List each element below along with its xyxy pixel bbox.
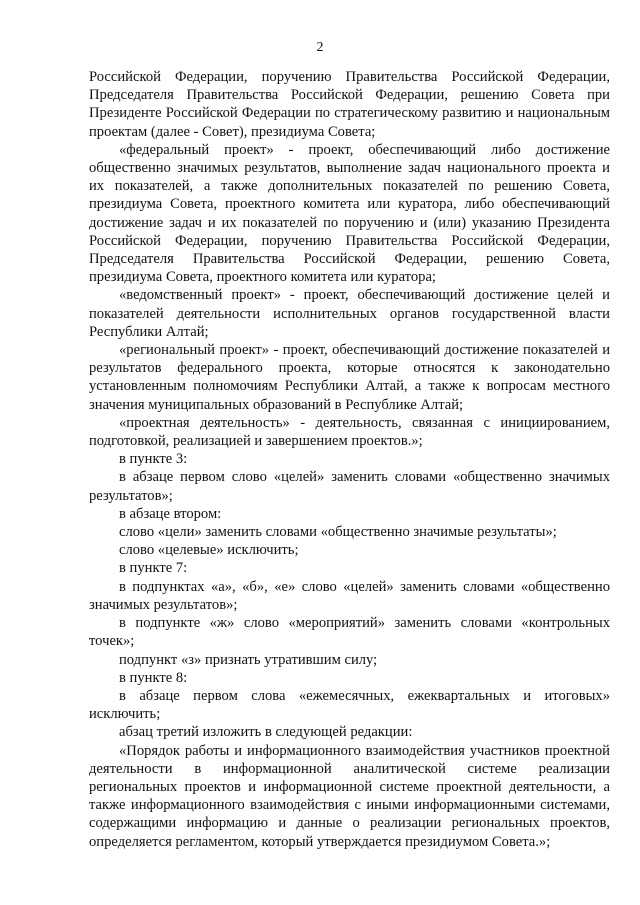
paragraph: «федеральный проект» - проект, обеспечивающий либо достижение общественно значимых результатов, выполнение задач национального проекта и их показателей, а также дополнительных показателей по решению Совета, президиума Совета, проектного комитета или куратора, либо обеспечивающий достижение задач и их показателей по поручению и (или) указанию Президента Российской Федерации, поручению Правительства Российской Федерации, Председателя Правительства Российской Федерации, решению Совета, президиума Совета, проектного комитета или куратора;: [89, 141, 610, 286]
paragraph: «проектная деятельность» - деятельность, связанная с инициированием, подготовкой, реализацией и завершением проектов.»;: [89, 414, 610, 450]
paragraph: абзац третий изложить в следующей редакции:: [119, 724, 413, 741]
paragraph: в подпунктах «а», «б», «е» слово «целей» заменить словами «общественно значимых результатов»;: [89, 578, 610, 613]
paragraph: в абзаце первом слово «целей» заменить словами «общественно значимых результатов»;: [89, 469, 610, 504]
paragraph: подпункт «з» признать утратившим силу;: [119, 651, 378, 668]
paragraph: «Порядок работы и информационного взаимодействия участников проектной деятельности в информационной аналитической системе реализации региональных проектов и информационной системе проектной деятельности, а также информационного взаимодействия с иными информационными системами, содержащими информацию и данные о реализации региональных проектов, определяется регламентом, который утверждается президиумом Совета.»;: [89, 742, 610, 850]
page-number: 2: [316, 40, 324, 55]
paragraph: слово «цели» заменить словами «общественно значимые результаты»;: [119, 524, 557, 541]
document-body: [89, 68, 610, 851]
paragraph: «региональный проект» - проект, обеспечивающий достижение показателей и результатов федерального проекта, которые относятся к законодательно установленным полномочиям Республики Алтай, а также к вопросам местного значения муниципальных образований в Республике Алтай;: [89, 342, 610, 413]
paragraph: в пункте 7:: [119, 560, 188, 577]
paragraph: «ведомственный проект» - проект, обеспечивающий достижение целей и показателей деятельности исполнительных органов государственной власти Республики Алтай;: [89, 287, 610, 340]
paragraph: в пункте 8:: [119, 669, 188, 686]
paragraph: в пункте 3:: [119, 451, 188, 468]
paragraph: слово «целевые» исключить;: [119, 542, 299, 559]
paragraph: в абзаце втором:: [119, 505, 222, 522]
paragraph: Российской Федерации, поручению Правительства Российской Федерации, Председателя Правительства Российской Федерации, решению Совета при Президенте Российской Федерации по стратегическому развитию и национальным проектам (далее - Совет), президиума Совета;: [89, 69, 610, 140]
paragraph: в абзаце первом слова «ежемесячных, ежеквартальных и итоговых» исключить;: [89, 687, 610, 723]
paragraph: в подпункте «ж» слово «мероприятий» заменить словами «контрольных точек»;: [89, 615, 610, 650]
